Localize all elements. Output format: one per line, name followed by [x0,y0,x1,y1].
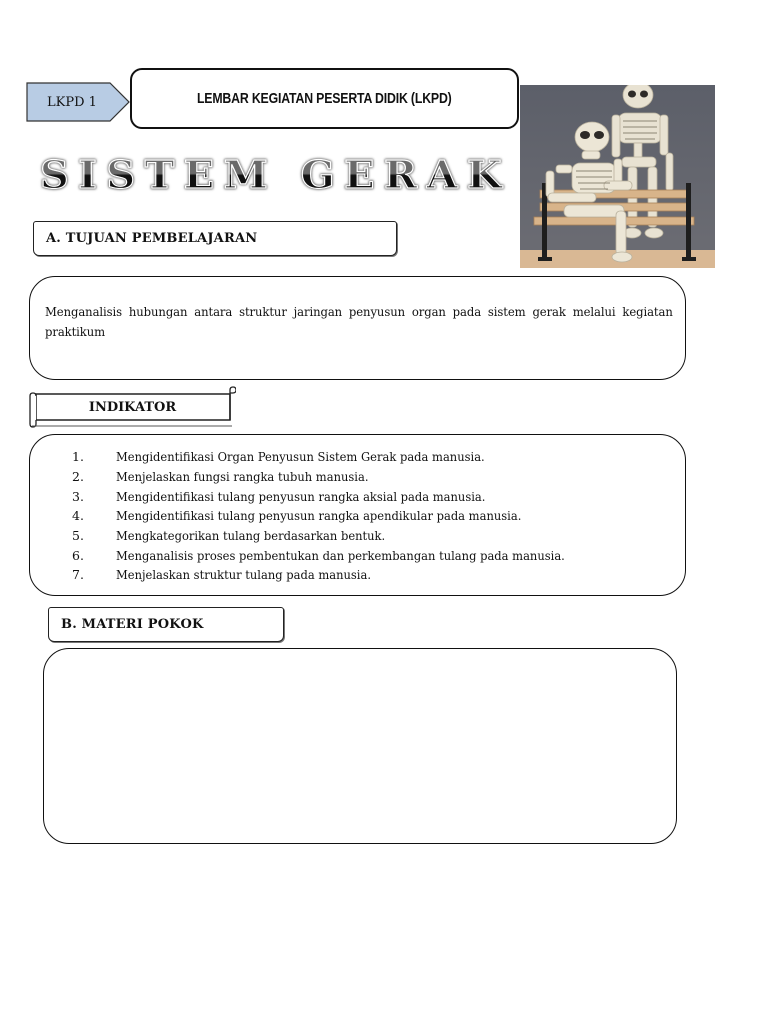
lkpd-number-label: LKPD 1 [47,94,97,110]
list-item [30,565,685,585]
list-item [30,506,685,526]
list-item-text: Mengkategorikan tulang berdasarkan bentuk. [116,528,386,544]
list-item-text: Mengidentifikasi tulang penyusun rangka aksial pada manusia. [116,488,486,504]
section-a-header [33,221,397,256]
list-item-text: Mengidentifikasi Organ Penyusun Sistem Gerak pada manusia. [116,449,485,465]
list-item [30,467,685,487]
list-item-text: Menjelaskan fungsi rangka tubuh manusia. [116,469,369,485]
lkpd-number-tag [26,82,130,122]
list-item [30,545,685,565]
list-item-number: 3. [72,488,84,504]
list-item-number: 2. [72,469,84,485]
list-item-number: 6. [72,547,84,563]
list-item [30,447,685,467]
section-a-title: A. TUJUAN PEMBELAJARAN [46,231,258,246]
list-item-text: Mengidentifikasi tulang penyusun rangka apendikular pada manusia. [116,508,522,524]
list-item-number: 1. [72,449,84,465]
main-material-box[interactable] [43,648,677,844]
learning-objective-box [29,276,686,380]
topic-heading-text: SISTEM GERAK [40,151,512,197]
indikator-banner [29,386,236,428]
section-b-title: B. MATERI POKOK [61,617,204,632]
list-item-text: Menganalisis proses pembentukan dan perkembangan tulang pada manusia. [116,547,565,563]
skeleton-photo [520,85,715,268]
list-item-number: 7. [72,567,84,583]
skeleton-icon [520,85,715,268]
learning-objective-text: Menganalisis hubungan antara struktur jaringan penyusun organ pada sistem gerak melalui kegiatan praktikum [45,304,673,339]
list-item [30,526,685,546]
indicator-list [30,447,685,585]
list-item [30,486,685,506]
section-b-header [48,607,284,642]
topic-heading [40,150,520,198]
list-item-text: Menjelaskan struktur tulang pada manusia. [116,567,372,583]
worksheet-title-box [130,68,519,129]
list-item-number: 4. [72,508,84,524]
list-item-number: 5. [72,528,84,544]
indikator-title: INDIKATOR [88,399,177,415]
worksheet-title: LEMBAR KEGIATAN PESERTA DIDIK (LKPD) [197,90,452,107]
indicator-list-box [29,434,686,596]
